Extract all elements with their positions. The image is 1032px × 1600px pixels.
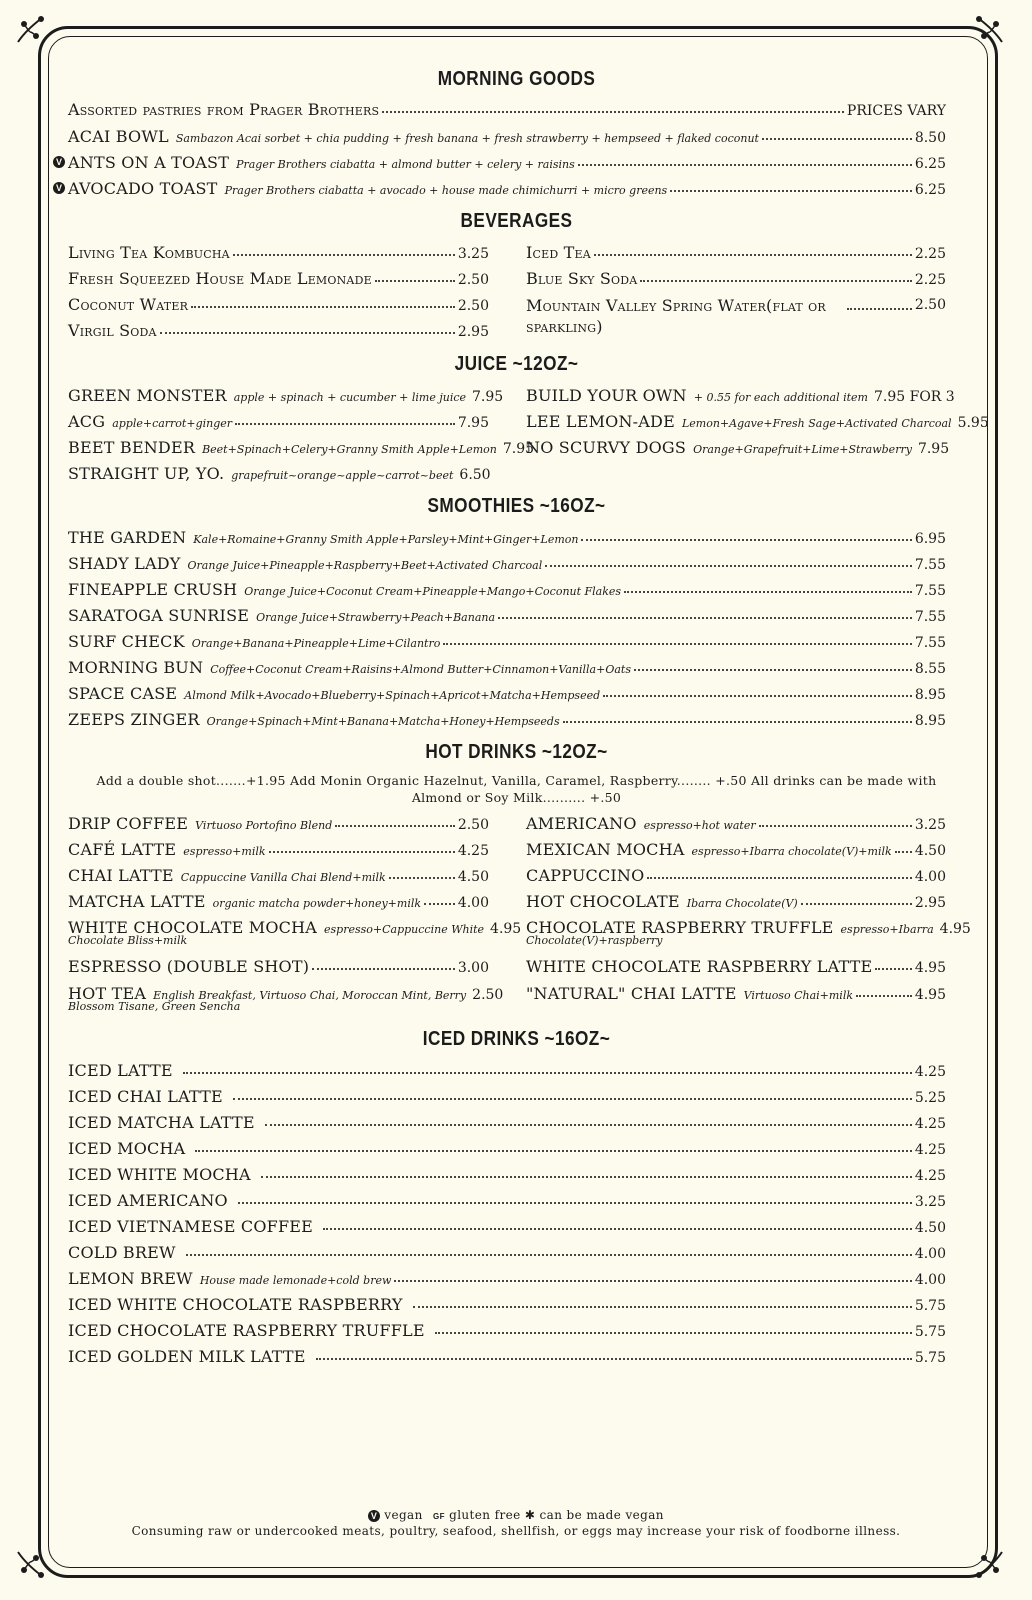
menu-item: STRAIGHT UP, YO. grapefruit~orange~apple~carrot~beet 6.50 [68,464,491,483]
menu-item: CAFÉ LATTE espresso+milk 4.25 [68,840,489,859]
menu-item: FINEAPPLE CRUSH Orange Juice+Coconut Cream+Pineapple+Mango+Coconut Flakes 7.55 [68,580,946,599]
menu-item: SHADY LADY Orange Juice+Pineapple+Raspberry+Beet+Activated Charcoal 7.55 [68,554,946,573]
section-title: SMOOTHIES ~16OZ~ [427,495,606,517]
menu-item: ICED LATTE 4.25 [68,1061,946,1080]
menu-item: ICED GOLDEN MILK LATTE 5.75 [68,1347,946,1366]
vegan-icon: V [53,182,65,194]
menu-item: ICED CHAI LATTE 5.25 [68,1087,946,1106]
menu-item: Coconut Water 2.50 [68,295,489,314]
menu-item: ACAI BOWL Sambazon Acai sorbet + chia pudding + fresh banana + fresh strawberry + hempseed + flaked coconut 8.50 [68,127,946,146]
menu-item: ESPRESSO (DOUBLE SHOT) 3.00 [68,957,489,976]
menu-item: ACG apple+carrot+ginger 7.95 [68,412,489,431]
menu-item: "NATURAL" CHAI LATTE Virtuoso Chai+milk 4.95 [526,984,946,1003]
section-title: ICED DRINKS ~16OZ~ [422,1028,611,1050]
menu-item: SPACE CASE Almond Milk+Avocado+Blueberry+Spinach+Apricot+Matcha+Hempseed 8.95 [68,684,946,703]
menu-item: AMERICANO espresso+hot water 3.25 [526,814,946,833]
health-warning: Consuming raw or undercooked meats, poultry, seafood, shellfish, or eggs may increase your risk of foodborne illness. [131,1524,901,1538]
menu-item: ICED WHITE CHOCOLATE RASPBERRY 5.75 [68,1295,946,1314]
menu-item: MEXICAN MOCHA espresso+Ibarra chocolate(V)+milk 4.50 [526,840,946,859]
menu-item: COLD BREW 4.00 [68,1243,946,1262]
menu-item: CHOCOLATE RASPBERRY TRUFFLE espresso+Ibarra 4.95 [526,918,971,937]
item-subtext: Blossom Tisane, Green Sencha [68,1000,241,1013]
legend: V vegan GF gluten free ✱ can be made vegan [0,1508,1032,1522]
menu-item: THE GARDEN Kale+Romaine+Granny Smith Apple+Parsley+Mint+Ginger+Lemon 6.95 [68,528,946,547]
floral-corner-icon [14,12,48,46]
menu-item: MATCHA LATTE organic matcha powder+honey+milk 4.00 [68,892,489,911]
menu-item: MORNING BUN Coffee+Coconut Cream+Raisins+Almond Butter+Cinnamon+Vanilla+Oats 8.55 [68,658,946,677]
section-title: MORNING GOODS [437,68,596,90]
menu-item: CAPPUCCINO 4.00 [526,866,946,885]
item-subtext: Chocolate(V)+raspberry [526,934,663,947]
menu-item: Virgil Soda 2.95 [68,321,489,340]
menu-item: HOT CHOCOLATE Ibarra Chocolate(V) 2.95 [526,892,946,911]
menu-item: ICED AMERICANO 3.25 [68,1191,946,1210]
menu-item: ICED MATCHA LATTE 4.25 [68,1113,946,1132]
menu-item: Living Tea Kombucha 3.25 [68,243,489,262]
menu-item: WHITE CHOCOLATE MOCHA espresso+Cappuccine White 4.95 [68,918,522,937]
menu-item: SARATOGA SUNRISE Orange Juice+Strawberry+Peach+Banana 7.55 [68,606,946,625]
menu-item: Iced Tea 2.25 [526,243,946,262]
menu-item: Blue Sky Soda 2.25 [526,269,946,288]
menu-item: ICED WHITE MOCHA 4.25 [68,1165,946,1184]
menu-item: DRIP COFFEE Virtuoso Portofino Blend 2.50 [68,814,489,833]
floral-corner-icon [972,12,1006,46]
section-title: HOT DRINKS ~12OZ~ [425,741,608,763]
floral-corner-icon [14,1548,48,1582]
gluten-free-icon: GF [432,1512,445,1521]
menu-item: AVOCADO TOAST Prager Brothers ciabatta + avocado + house made chimichurri + micro greens 6.25 [68,179,946,198]
hot-drinks-note: Add a double shot.......+1.95 Add Monin Organic Hazelnut, Vanilla, Caramel, Raspberry........ +.50 All drinks can be made with Almond or Soy Milk.......... +.50 [96,773,937,805]
menu-item: Fresh Squeezed House Made Lemonade 2.50 [68,269,489,288]
menu-item: WHITE CHOCOLATE RASPBERRY LATTE 4.95 [526,957,946,976]
menu-item: ANTS ON A TOAST Prager Brothers ciabatta + almond butter + celery + raisins 6.25 [68,153,946,172]
menu-item: BUILD YOUR OWN + 0.55 for each additional item 7.95 FOR 3 [526,386,955,405]
menu-item: NO SCURVY DOGS Orange+Grapefruit+Lime+Strawberry 7.95 [526,438,950,457]
menu-item: Assorted pastries from Prager Brothers PRICES VARY [68,100,946,119]
asterisk-icon: ✱ [524,1508,536,1522]
menu-item: ZEEPS ZINGER Orange+Spinach+Mint+Banana+Matcha+Honey+Hempseeds 8.95 [68,710,946,729]
menu-item: Mountain Valley Spring Water(flat or sparkling) 2.50 [526,296,946,336]
menu-item: LEE LEMON-ADE Lemon+Agave+Fresh Sage+Activated Charcoal 5.95 [526,412,989,431]
menu-item: ICED MOCHA 4.25 [68,1139,946,1158]
floral-corner-icon [972,1548,1006,1582]
menu-item: GREEN MONSTER apple + spinach + cucumber + lime juice 7.95 [68,386,504,405]
vegan-icon: V [53,156,65,168]
item-subtext: Chocolate Bliss+milk [68,934,188,947]
vegan-icon: V [368,1510,380,1522]
section-title: BEVERAGES [460,210,573,232]
menu-item: LEMON BREW House made lemonade+cold brew 4.00 [68,1269,946,1288]
menu-item: ICED VIETNAMESE COFFEE 4.50 [68,1217,946,1236]
menu-item: ICED CHOCOLATE RASPBERRY TRUFFLE 5.75 [68,1321,946,1340]
section-title: JUICE ~12OZ~ [454,353,579,375]
menu-item: CHAI LATTE Cappuccine Vanilla Chai Blend+milk 4.50 [68,866,489,885]
menu-item: BEET BENDER Beet+Spinach+Celery+Granny Smith Apple+Lemon 7.95 [68,438,535,457]
menu-item: SURF CHECK Orange+Banana+Pineapple+Lime+Cilantro 7.55 [68,632,946,651]
menu-item: HOT TEA English Breakfast, Virtuoso Chai, Moroccan Mint, Berry 2.50 [68,984,504,1003]
